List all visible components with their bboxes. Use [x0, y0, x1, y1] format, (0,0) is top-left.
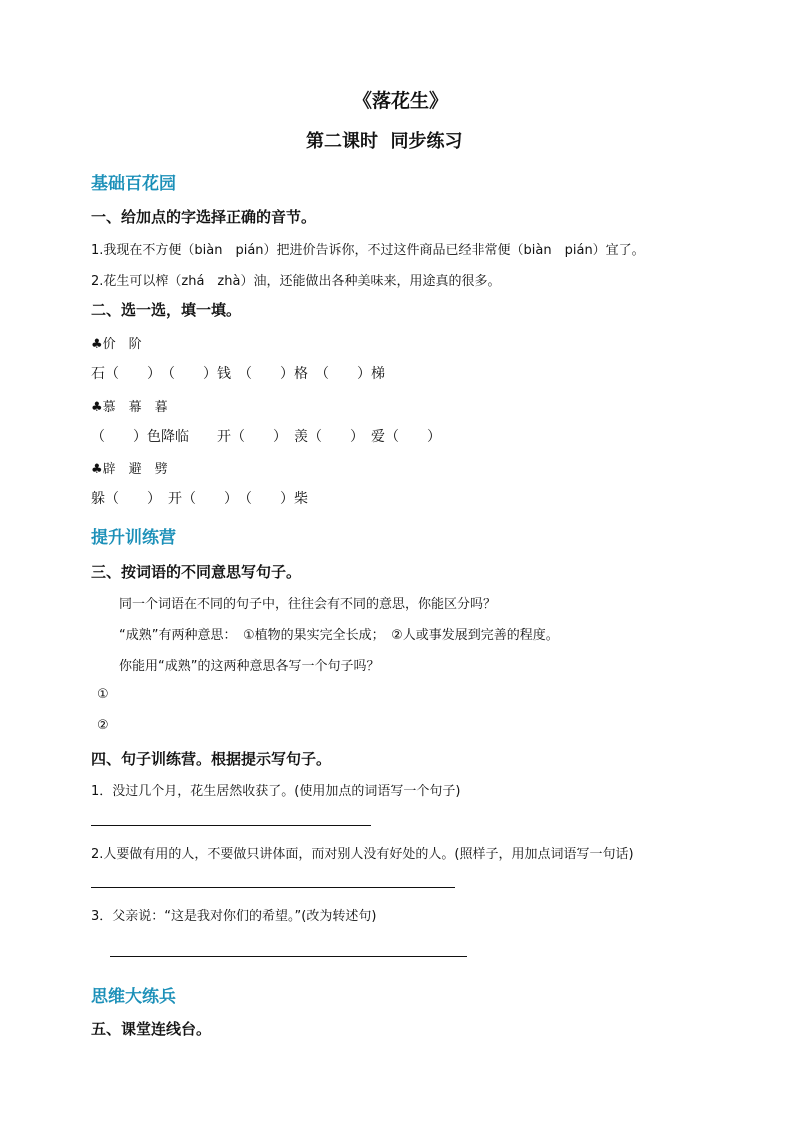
section-heading-improve: 提升训练营 [91, 528, 176, 548]
answer-marker-1: ① [97, 687, 109, 702]
answer-marker-2: ② [97, 718, 109, 733]
fill-row-2: （ ）色降临 开（ ） 羡（ ） 爱（ ） [91, 429, 441, 445]
document-subtitle: 第二课时 同步练习 [306, 131, 463, 152]
answer-line-3[interactable] [110, 956, 467, 957]
question-1-heading: 一、给加点的字选择正确的音节。 [91, 208, 317, 226]
section-heading-basics: 基础百花园 [91, 174, 176, 194]
answer-line-2[interactable] [91, 887, 455, 888]
question-3-intro: 同一个词语在不同的句子中，往往会有不同的意思，你能区分吗？ [119, 597, 497, 612]
question-4-item-3: 3．父亲说：“这是我对你们的希望。”(改为转述句) [91, 909, 377, 924]
fill-row-3: 躲（ ） 开（ ） （ ）柴 [91, 491, 308, 507]
answer-line-1[interactable] [91, 825, 371, 826]
char-group-2: ♣慕 幕 暮 [91, 400, 168, 415]
question-5-heading: 五、课堂连线台。 [91, 1020, 212, 1038]
question-3-meanings: “成熟”有两种意思： ①植物的果实完全长成； ②人或事发展到完善的程度。 [119, 628, 559, 643]
question-4-item-1: 1．没过几个月，花生居然收获了。(使用加点的词语写一个句子) [91, 784, 461, 799]
section-heading-thinking: 思维大练兵 [91, 987, 176, 1007]
char-group-1: ♣价 阶 [91, 337, 142, 352]
question-3-heading: 三、按词语的不同意思写句子。 [91, 563, 302, 581]
question-3-prompt: 你能用“成熟”的这两种意思各写一个句子吗？ [119, 659, 380, 674]
question-4-heading: 四、句子训练营。根据提示写句子。 [91, 750, 332, 768]
char-group-3: ♣辟 避 劈 [91, 462, 168, 477]
question-1-item-2: 2.花生可以榨（zhá zhà）油，还能做出各种美味来，用途真的很多。 [91, 274, 501, 289]
question-1-item-1: 1.我现在不方便（biàn pián）把进价告诉你，不过这件商品已经非常便（biàn pián）宜了。 [91, 243, 645, 258]
question-4-item-2: 2.人要做有用的人，不要做只讲体面，而对别人没有好处的人。(照样子，用加点词语写一句话) [91, 847, 634, 862]
document-title: 《落花生》 [353, 90, 449, 112]
fill-row-1: 石（ ） （ ）钱 （ ）格 （ ）梯 [91, 366, 385, 382]
question-2-heading: 二、选一选，填一填。 [91, 301, 242, 319]
